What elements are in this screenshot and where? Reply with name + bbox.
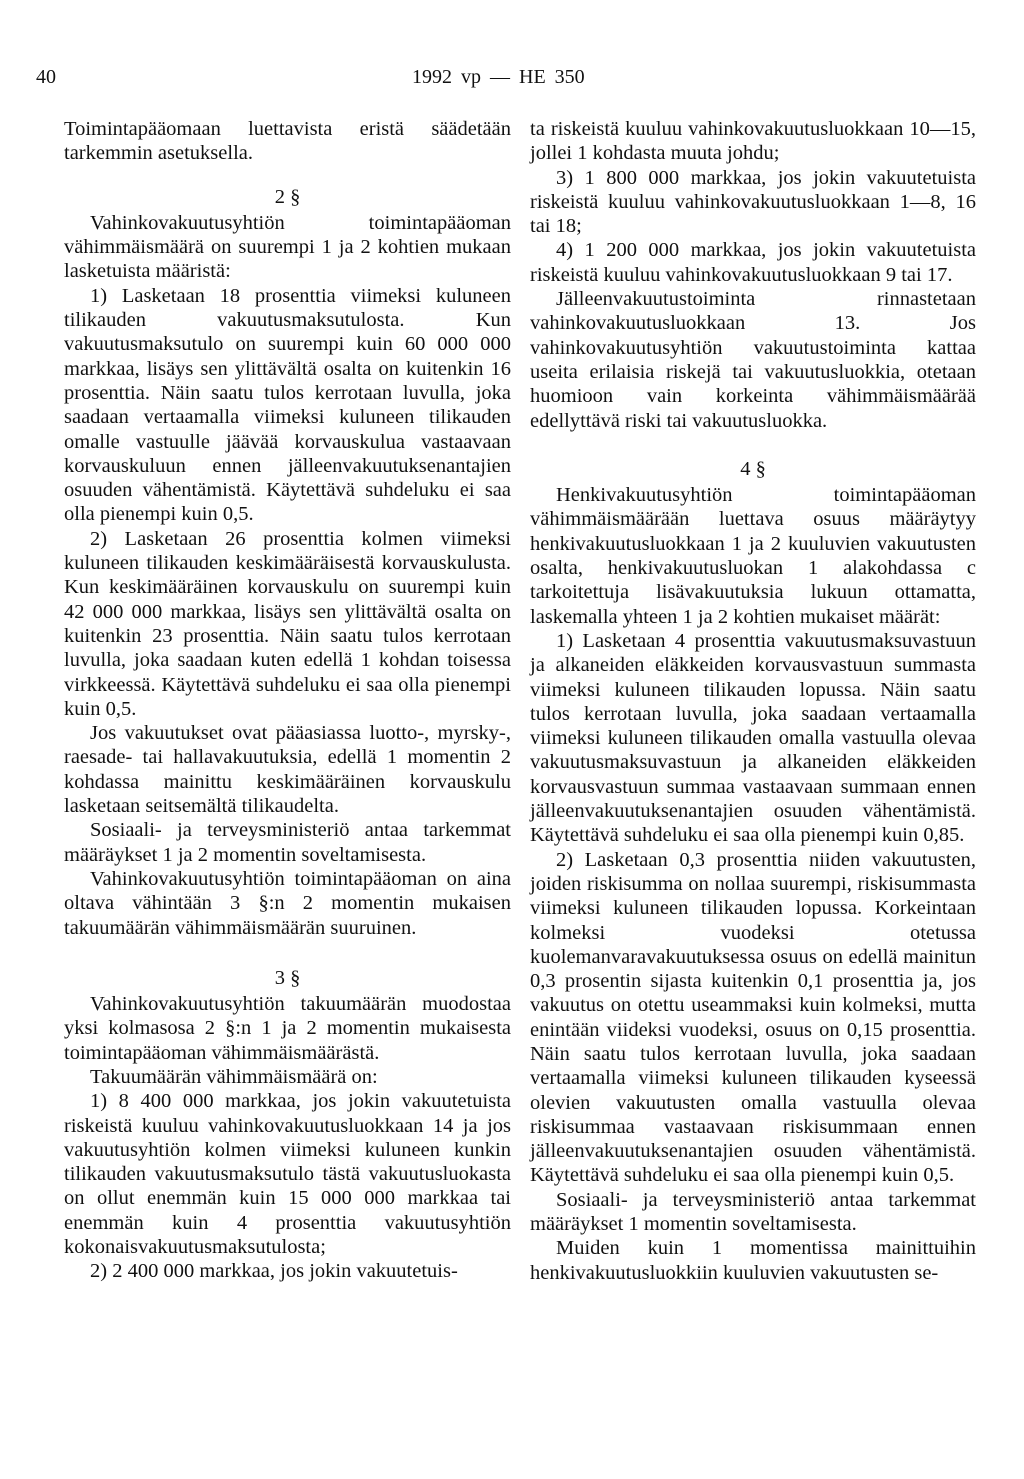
paragraph: 1) Lasketaan 18 prosenttia viimeksi kuluneen tilikauden vakuutusmaksutulosta. Kun vakuutusmaksutulo on suurempi kuin 60 000 000 markkaa, lisäys sen ylittävältä osalta on kuitenkin 16 prosenttia. Näin saatu tulos kerrotaan luvulla, joka saadaan vertaamalla viimeksi kuluneen tilikauden omalle vastuulle jäävää korvauskulua vastaavaan korvauskuluun ennen jälleenvakuutuksenantajien osuuden vähentämistä. Käytettävä suhdeluku ei saa olla pienempi kuin 0,5. xyxy=(64,284,511,526)
page-number: 40 xyxy=(36,66,56,88)
paragraph: 3) 1 800 000 markkaa, jos jokin vakuutetuista riskeistä kuuluu vahinkovakuutusluokkaan 1—8, 16 tai 18; xyxy=(530,166,976,238)
running-head: 1992 vp — HE 350 xyxy=(412,66,585,88)
paragraph: Jälleenvakuutustoiminta rinnastetaan vahinkovakuutusluokkaan 13. Jos vahinkovakuutusyhtiön vakuutustoiminta kattaa useita erilaisia riskejä tai vakuutusluokkia, otetaan huomioon vain korkeinta vähimmäismäärää edellyttävä riski tai vakuutusluokka. xyxy=(530,288,976,432)
paragraph: 2) Lasketaan 0,3 prosenttia niiden vakuutusten, joiden riskisumma on nollaa suurempi, riskisummasta viimeksi kuluneen tilikauden lopussa. Korkeintaan kolmeksi vuodeksi otetussa kuolemanvaravakuutuksessa osuus on edellä mainitun 0,3 prosentin sijasta kuitenkin 0,1 prosenttia ja, jos vakuutus on otettu useammaksi kuin kolmeksi, mutta enintään viideksi vuodeksi, osuus on 0,15 prosenttia. Näin saatu tulos kerrotaan luvulla, joka saadaan vertaamalla viimeksi kuluneen tilikauden kyseessä olevien vakuutusten omalla vastuulla olevaa riskisummaa vastaavaan riskisummaan ennen jälleenvakuutuksenantajien osuuden vähentämistä. Käytettävä suhdeluku ei saa olla pienempi kuin 0,5. xyxy=(530,848,976,1187)
paragraph: Vahinkovakuutusyhtiön toimintapääoman on aina oltava vähintään 3 §:n 2 momentin mukaisen takuumäärän vähimmäismäärän suuruinen. xyxy=(64,867,511,939)
right-column xyxy=(530,117,976,1285)
paragraph: Sosiaali- ja terveysministeriö antaa tarkemmat määräykset 1 ja 2 momentin soveltamisesta. xyxy=(64,819,511,866)
paragraph: Vahinkovakuutusyhtiön takuumäärän muodostaa yksi kolmasosa 2 §:n 1 ja 2 momentin mukaisesta toimintapääoman vähimmäismäärästä. xyxy=(64,993,511,1064)
paragraph: Henkivakuutusyhtiön toimintapääoman vähimmäismäärään luettava osuus määräytyy henkivakuutusluokkaan 1 ja 2 kuuluvien vakuutusten osalta, henkivakuutusluokan 1 alakohdassa c tarkoitettuja lisävakuutuksia lukuun ottamatta, laskemalla yhteen 1 ja 2 kohtien mukaiset määrät: xyxy=(530,484,976,628)
paragraph: 1) Lasketaan 4 prosenttia vakuutusmaksuvastuun ja alkaneiden eläkkeiden korvausvastuun summasta viimeksi kuluneen tilikauden lopussa. Näin saatu tulos kerrotaan luvulla, joka saadaan vertaamalla viimeksi kuluneen tilikauden omalla vastuulla olevaa vakuutusmaksuvastuun ja alkaneiden eläkkeiden korvausvastuun summaa vastaavaan summaan ennen jälleenvakuutuksenantajien osuuden vähentämistä. Käytettävä suhdeluku ei saa olla pienempi kuin 0,85. xyxy=(530,629,976,847)
section-heading-3: 3 § xyxy=(274,966,301,989)
paragraph: 2) 2 400 000 markkaa, jos jokin vakuutetuis- xyxy=(90,1260,458,1283)
paragraph: 2) Lasketaan 26 prosenttia kolmen viimeksi kuluneen tilikauden keskimääräisestä korvauskulusta. Kun keskimääräinen korvauskulu on suurempi kuin 42 000 000 markkaa, lisäys sen ylittävältä osalta on kuitenkin 23 prosenttia. Näin saatu tulos kerrotaan luvulla, joka saadaan kuten edellä 1 kohdan toisessa virkkeessä. Käytettävä suhdeluku ei saa olla pienempi kuin 0,5. xyxy=(64,527,511,720)
paragraph: Sosiaali- ja terveysministeriö antaa tarkemmat määräykset 1 momentin soveltamisesta. xyxy=(530,1188,976,1236)
paragraph: Jos vakuutukset ovat pääasiassa luotto-, myrsky-, raesade- tai hallavakuutuksia, edellä 1 momentin 2 kohdassa mainittu keskimääräinen korvauskulu lasketaan seitsemältä tilikaudelta. xyxy=(64,722,511,818)
paragraph: 4) 1 200 000 markkaa, jos jokin vakuutetuista riskeistä kuuluu vahinkovakuutusluokkaan 9 tai 17. xyxy=(530,239,976,286)
paragraph: Toimintapääomaan luettavista eristä säädetään tarkemmin asetuksella. xyxy=(64,118,511,165)
paragraph: Takuumäärän vähimmäismäärä on: xyxy=(90,1065,378,1088)
paragraph: Muiden kuin 1 momentissa mainittuihin henkivakuutusluokkiin kuuluvien vakuutusten se- xyxy=(530,1237,976,1284)
paragraph: Vahinkovakuutusyhtiön toimintapääoman vähimmäismäärä on suurempi 1 ja 2 kohtien mukaan lasketuista määristä: xyxy=(64,211,511,283)
paragraph: ta riskeistä kuuluu vahinkovakuutusluokkaan 10—15, jollei 1 kohdasta muuta johdu; xyxy=(530,118,976,165)
section-heading-4: 4 § xyxy=(740,457,766,480)
left-column xyxy=(64,117,511,1284)
paragraph: 1) 8 400 000 markkaa, jos jokin vakuutetuista riskeistä kuuluu vahinkovakuutusluokkaan 14 ja jos vakuutusyhtiön kolmen viimeksi kuluneen kunkin tilikauden vakuutusmaksutulo tästä vakuutusluokasta on ollut enemmän kuin 15 000 000 markkaa tai enemmän kuin 4 prosenttia vakuutusyhtiön kokonaisvakuutusmaksutulosta; xyxy=(64,1090,511,1259)
section-heading-2: 2 § xyxy=(274,185,301,208)
page-header xyxy=(0,66,1024,96)
